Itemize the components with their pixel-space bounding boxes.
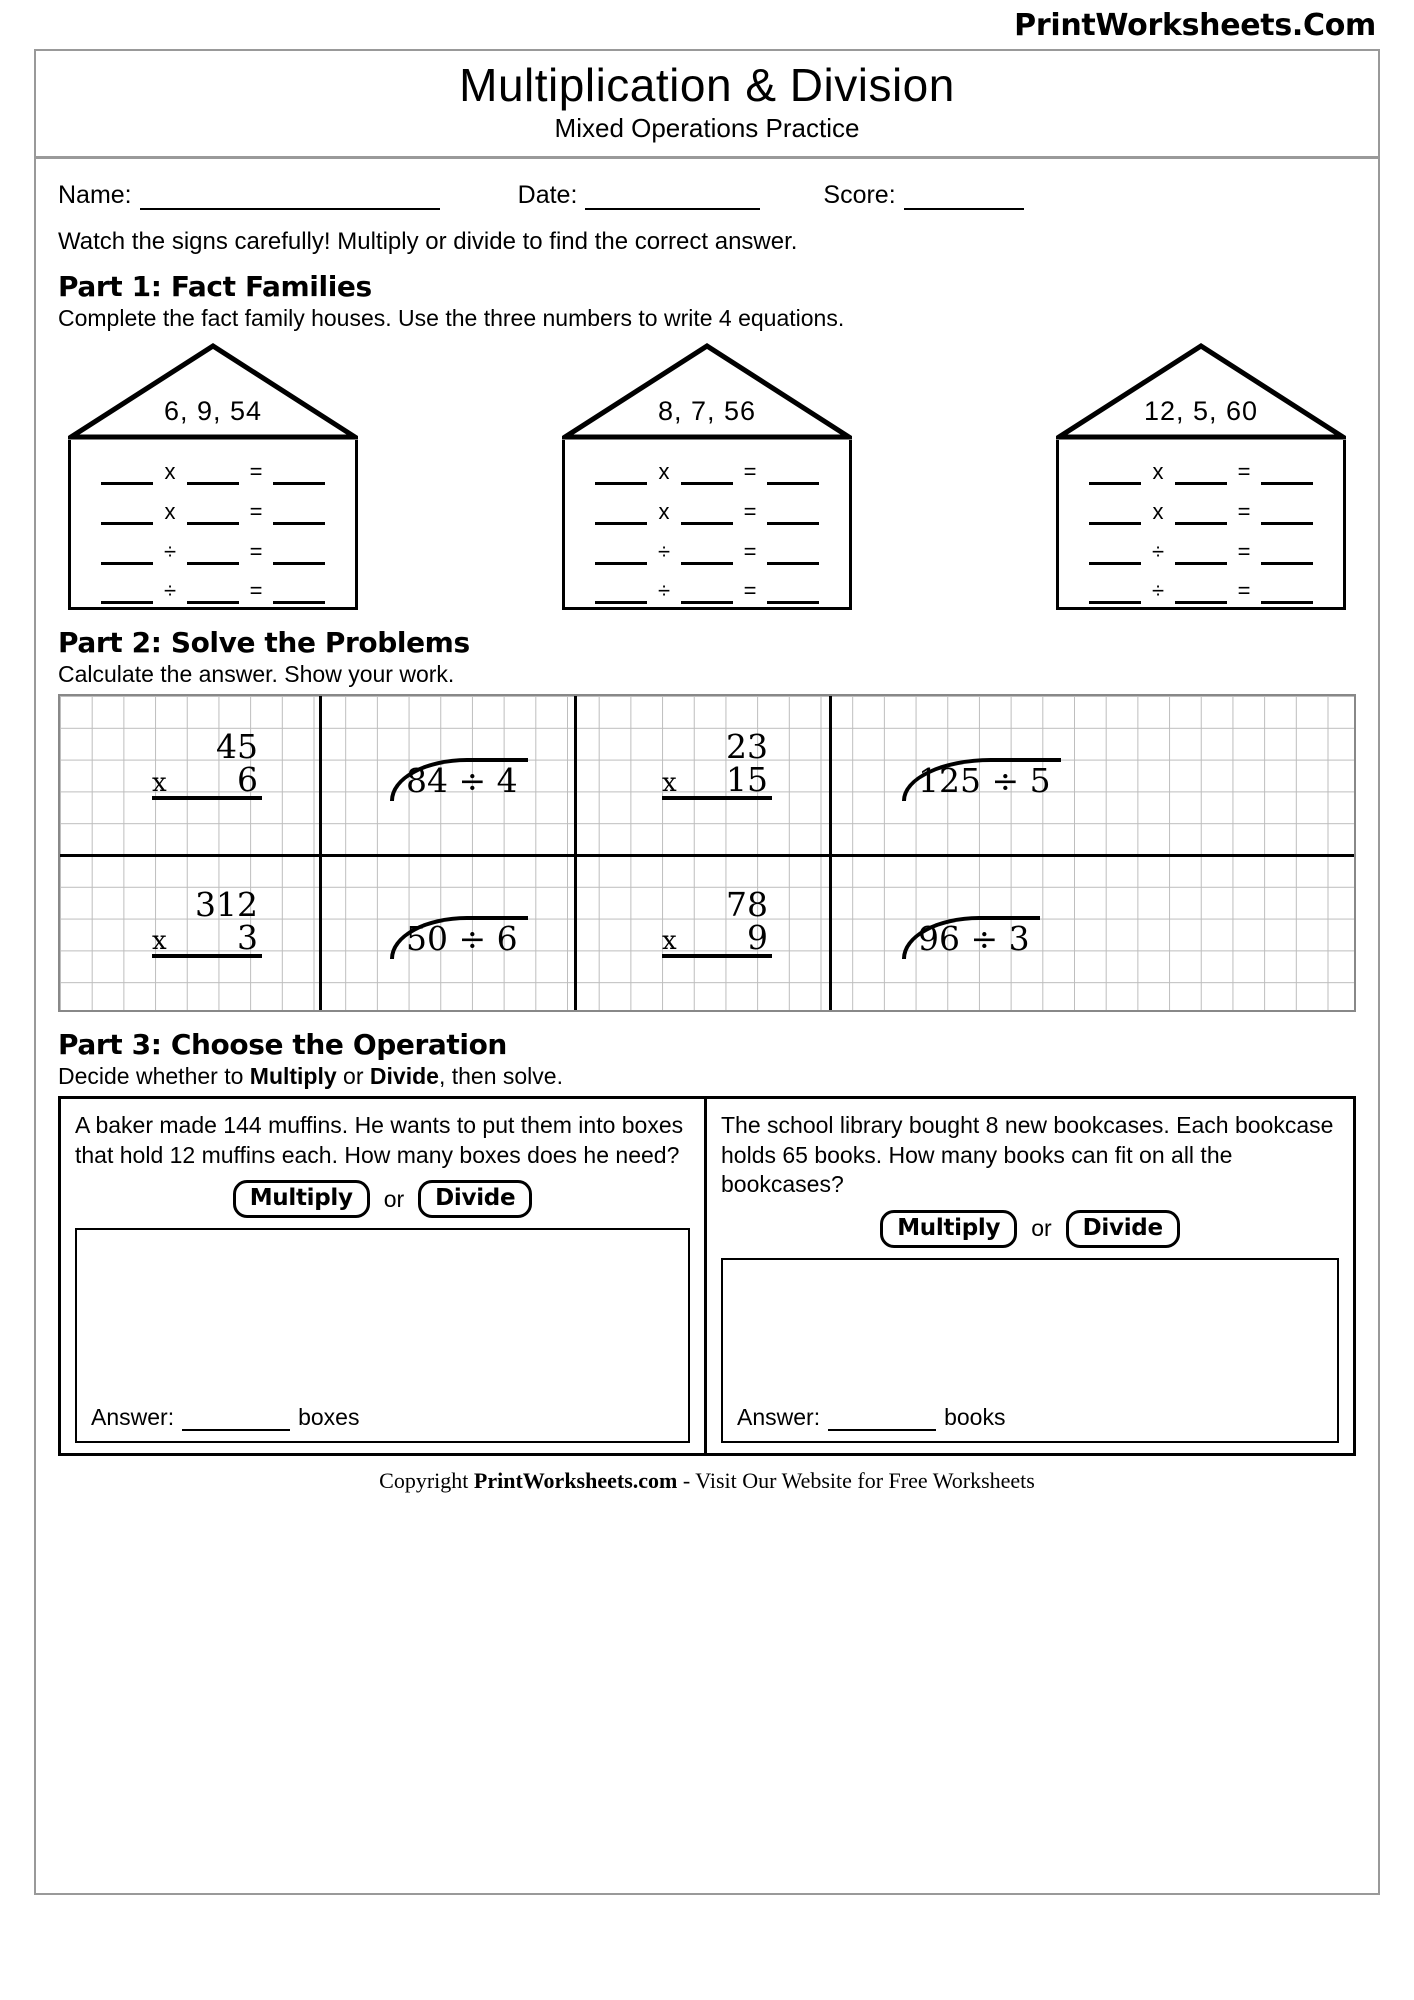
fact-family-numbers: 12, 5, 60 bbox=[1143, 396, 1259, 427]
math-problem[interactable] bbox=[390, 916, 528, 959]
answer-label: Answer: bbox=[737, 1404, 821, 1431]
equation-blank[interactable] bbox=[101, 466, 153, 485]
equals-sign: = bbox=[249, 498, 263, 524]
equation-blank[interactable] bbox=[1261, 585, 1313, 604]
multiply-sign: x bbox=[1152, 459, 1164, 485]
score-label: Score: bbox=[823, 181, 896, 210]
equals-sign: = bbox=[1237, 459, 1251, 485]
fact-family-numbers: 6, 9, 54 bbox=[163, 396, 263, 427]
divide-choice-button[interactable]: Divide bbox=[418, 1180, 532, 1218]
answer-unit: boxes bbox=[298, 1404, 360, 1431]
equation-blank[interactable] bbox=[1175, 546, 1227, 565]
divide-sign: ÷ bbox=[657, 538, 671, 564]
multiplier-row bbox=[152, 760, 262, 800]
math-problem[interactable] bbox=[662, 727, 772, 800]
equals-sign: = bbox=[743, 538, 757, 564]
long-division-bracket bbox=[390, 916, 528, 959]
equals-sign: = bbox=[743, 578, 757, 604]
equation-blank[interactable] bbox=[273, 585, 325, 604]
grid-divider-vertical bbox=[574, 696, 577, 1010]
site-brand: PrintWorksheets.Com bbox=[1014, 8, 1376, 43]
equation-blank[interactable] bbox=[187, 546, 239, 565]
fact-family-equation-row[interactable] bbox=[583, 570, 831, 604]
part1-subheading: Complete the fact family houses. Use the three numbers to write 4 equations. bbox=[58, 305, 845, 332]
multiplier-row bbox=[662, 760, 772, 800]
instructions-text: Watch the signs carefully! Multiply or divide to find the correct answer. bbox=[58, 228, 798, 256]
part2-heading: Part 2: Solve the Problems bbox=[58, 626, 470, 660]
multiplier: 6 bbox=[237, 760, 258, 800]
operation-chooser bbox=[75, 1180, 690, 1218]
equation-blank[interactable] bbox=[1261, 466, 1313, 485]
footer-tail: - Visit Our Website for Free Worksheets bbox=[677, 1468, 1035, 1494]
equation-blank[interactable] bbox=[1089, 506, 1141, 525]
fact-family-house bbox=[68, 340, 358, 610]
equation-blank[interactable] bbox=[101, 546, 153, 565]
long-division-bracket bbox=[902, 916, 1040, 959]
part3-sub-multiply: Multiply bbox=[249, 1063, 337, 1090]
name-label: Name: bbox=[58, 181, 132, 210]
divide-sign: ÷ bbox=[657, 578, 671, 604]
part2-subheading: Calculate the answer. Show your work. bbox=[58, 661, 455, 688]
equation-blank[interactable] bbox=[595, 546, 647, 565]
equation-blank[interactable] bbox=[767, 585, 819, 604]
part3-heading: Part 3: Choose the Operation bbox=[58, 1028, 507, 1062]
grid-divider-vertical bbox=[829, 696, 832, 1010]
work-grid[interactable] bbox=[58, 694, 1356, 1012]
fact-family-equations[interactable] bbox=[1056, 440, 1346, 610]
equation-blank[interactable] bbox=[1175, 506, 1227, 525]
answer-line[interactable] bbox=[91, 1404, 359, 1431]
multiply-sign: x bbox=[164, 498, 176, 524]
division-expression: 50 ÷ 6 bbox=[390, 916, 528, 959]
fact-family-house bbox=[562, 340, 852, 610]
fact-family-equation-row[interactable] bbox=[89, 570, 337, 604]
name-input-line[interactable] bbox=[140, 188, 440, 210]
answer-unit: books bbox=[944, 1404, 1006, 1431]
multiply-sign: x bbox=[164, 459, 176, 485]
part1-heading: Part 1: Fact Families bbox=[58, 270, 372, 304]
footer-site: PrintWorksheets.com bbox=[473, 1468, 678, 1494]
equation-blank[interactable] bbox=[273, 506, 325, 525]
division-expression: 96 ÷ 3 bbox=[902, 916, 1040, 959]
multiplier-row bbox=[662, 918, 772, 958]
name-field[interactable] bbox=[58, 181, 440, 210]
equation-blank[interactable] bbox=[187, 466, 239, 485]
equation-blank[interactable] bbox=[681, 506, 733, 525]
date-field[interactable] bbox=[518, 181, 761, 210]
multiply-sign: x bbox=[658, 459, 670, 485]
choice-or-label: or bbox=[1031, 1215, 1052, 1242]
word-problem bbox=[707, 1099, 1353, 1453]
title-box bbox=[34, 49, 1380, 159]
word-problems-container bbox=[58, 1096, 1356, 1456]
fact-family-equations[interactable] bbox=[68, 440, 358, 610]
choice-or-label: or bbox=[383, 1185, 405, 1212]
equation-blank[interactable] bbox=[187, 585, 239, 604]
fact-family-equation-row[interactable] bbox=[89, 491, 337, 525]
multiplier: 15 bbox=[726, 760, 768, 800]
equation-blank[interactable] bbox=[273, 466, 325, 485]
fact-family-house bbox=[1056, 340, 1346, 610]
equation-blank[interactable] bbox=[767, 546, 819, 565]
equation-blank[interactable] bbox=[767, 466, 819, 485]
multiplicand: 78 bbox=[726, 885, 768, 925]
equation-blank[interactable] bbox=[101, 585, 153, 604]
divide-choice-button[interactable]: Divide bbox=[1066, 1210, 1180, 1248]
grid-divider-horizontal bbox=[60, 854, 1354, 857]
student-info-row bbox=[58, 181, 1356, 210]
multiply-choice-button[interactable]: Multiply bbox=[233, 1180, 370, 1218]
equation-blank[interactable] bbox=[187, 506, 239, 525]
part3-sub-divide: Divide bbox=[369, 1063, 439, 1090]
fact-family-houses bbox=[58, 340, 1356, 610]
multiply-sign: x bbox=[152, 768, 167, 799]
footer-copyright: Copyright bbox=[379, 1468, 474, 1494]
divide-sign: ÷ bbox=[1151, 538, 1165, 564]
equation-blank[interactable] bbox=[1175, 466, 1227, 485]
score-input-line[interactable] bbox=[904, 188, 1024, 210]
fact-family-numbers: 8, 7, 56 bbox=[657, 396, 757, 427]
divide-sign: ÷ bbox=[1151, 578, 1165, 604]
equation-blank[interactable] bbox=[1175, 585, 1227, 604]
fact-family-equation-row[interactable] bbox=[583, 531, 831, 565]
multiply-sign: x bbox=[658, 498, 670, 524]
work-area[interactable] bbox=[721, 1258, 1339, 1444]
answer-input-line[interactable] bbox=[182, 1411, 290, 1431]
equation-blank[interactable] bbox=[681, 546, 733, 565]
equals-sign: = bbox=[1237, 538, 1251, 564]
math-problem[interactable] bbox=[390, 758, 528, 801]
equals-sign: = bbox=[249, 538, 263, 564]
equation-blank[interactable] bbox=[101, 506, 153, 525]
multiply-choice-button[interactable]: Multiply bbox=[880, 1210, 1017, 1248]
equals-sign: = bbox=[1237, 578, 1251, 604]
division-expression: 125 ÷ 5 bbox=[902, 758, 1061, 801]
fact-family-equation-row[interactable] bbox=[583, 451, 831, 485]
word-problem-text: The school library bought 8 new bookcases. Each bookcase holds 65 books. How many books can fit on all the bookcases? bbox=[721, 1112, 1334, 1198]
score-field[interactable] bbox=[823, 181, 1023, 210]
math-problem[interactable] bbox=[152, 885, 262, 958]
equation-blank[interactable] bbox=[595, 506, 647, 525]
equation-blank[interactable] bbox=[681, 585, 733, 604]
footer bbox=[58, 1456, 1356, 1494]
fact-family-equation-row[interactable] bbox=[1077, 531, 1325, 565]
word-problem bbox=[61, 1099, 707, 1453]
equals-sign: = bbox=[743, 459, 757, 485]
date-input-line[interactable] bbox=[585, 188, 760, 210]
equation-blank[interactable] bbox=[1089, 466, 1141, 485]
word-problem-text: A baker made 144 muffins. He wants to put them into boxes that hold 12 muffins each. How many boxes does he need? bbox=[75, 1112, 684, 1168]
answer-label: Answer: bbox=[91, 1404, 175, 1431]
equation-blank[interactable] bbox=[1089, 585, 1141, 604]
equation-blank[interactable] bbox=[1089, 546, 1141, 565]
multiplier-row bbox=[152, 918, 262, 958]
equation-blank[interactable] bbox=[681, 466, 733, 485]
part3-sub-mid: or bbox=[336, 1063, 370, 1090]
answer-line[interactable] bbox=[737, 1404, 1005, 1431]
answer-input-line[interactable] bbox=[828, 1411, 936, 1431]
long-division-bracket bbox=[902, 758, 1061, 801]
fact-family-equations[interactable] bbox=[562, 440, 852, 610]
long-division-bracket bbox=[390, 758, 528, 801]
grid-divider-vertical bbox=[319, 696, 322, 1010]
fact-family-equation-row[interactable] bbox=[89, 531, 337, 565]
fact-family-equation-row[interactable] bbox=[89, 451, 337, 485]
multiplicand: 312 bbox=[195, 885, 258, 925]
worksheet-body bbox=[34, 159, 1380, 1895]
fact-family-equation-row[interactable] bbox=[1077, 451, 1325, 485]
page-title: Multiplication & Division bbox=[459, 59, 955, 111]
multiply-sign: x bbox=[662, 926, 677, 957]
math-problem[interactable] bbox=[902, 758, 1061, 801]
math-problem[interactable] bbox=[152, 727, 262, 800]
operation-chooser bbox=[721, 1210, 1339, 1248]
divide-sign: ÷ bbox=[163, 538, 177, 564]
multiplier: 3 bbox=[237, 918, 258, 958]
page-subtitle: Mixed Operations Practice bbox=[554, 113, 860, 144]
multiply-sign: x bbox=[662, 768, 677, 799]
divide-sign: ÷ bbox=[163, 578, 177, 604]
multiply-sign: x bbox=[1152, 498, 1164, 524]
equation-blank[interactable] bbox=[1261, 546, 1313, 565]
work-area[interactable] bbox=[75, 1228, 690, 1443]
fact-family-equation-row[interactable] bbox=[583, 491, 831, 525]
multiplicand: 23 bbox=[726, 727, 768, 767]
equals-sign: = bbox=[249, 459, 263, 485]
equals-sign: = bbox=[249, 578, 263, 604]
part3-sub-suffix: , then solve. bbox=[438, 1063, 563, 1090]
math-problem[interactable] bbox=[902, 916, 1040, 959]
division-expression: 84 ÷ 4 bbox=[390, 758, 528, 801]
equation-blank[interactable] bbox=[595, 466, 647, 485]
multiply-sign: x bbox=[152, 926, 167, 957]
date-label: Date: bbox=[517, 181, 578, 210]
equation-blank[interactable] bbox=[273, 546, 325, 565]
equation-blank[interactable] bbox=[595, 585, 647, 604]
equation-blank[interactable] bbox=[767, 506, 819, 525]
equals-sign: = bbox=[1237, 498, 1251, 524]
multiplicand: 45 bbox=[216, 727, 258, 767]
part3-subheading bbox=[58, 1063, 1356, 1090]
equals-sign: = bbox=[743, 498, 757, 524]
fact-family-equation-row[interactable] bbox=[1077, 491, 1325, 525]
fact-family-equation-row[interactable] bbox=[1077, 570, 1325, 604]
multiplier: 9 bbox=[747, 918, 768, 958]
equation-blank[interactable] bbox=[1261, 506, 1313, 525]
part3-sub-prefix: Decide whether to bbox=[58, 1063, 250, 1090]
math-problem[interactable] bbox=[662, 885, 772, 958]
